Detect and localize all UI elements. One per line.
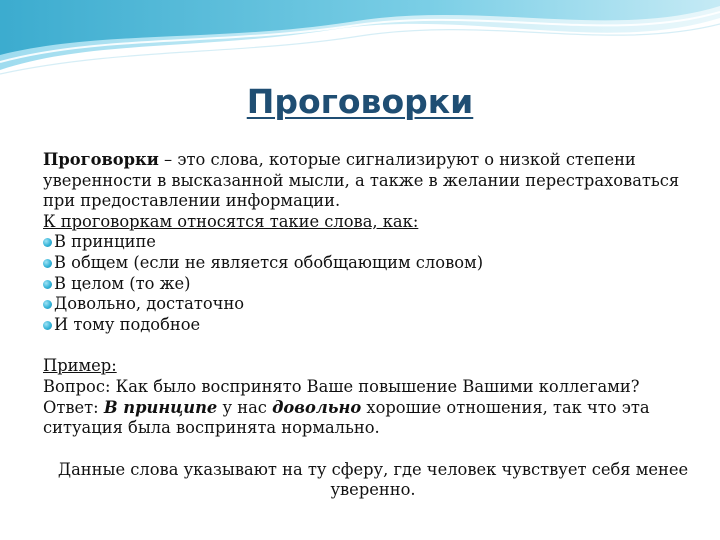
list-item-label: В общем (если не является обобщающим словом) [54,252,484,272]
answer-rest: хорошие отношения, так что эта ситуация была воспринята нормально. [43,397,650,438]
list-item-label: В принципе [54,232,156,252]
definition-text: – это слова, которые сигнализируют о низкой степени уверенности в высказанной мысли, а также в желании перестраховаться при предоставлении информации. [43,150,680,211]
list-item-label: И тому подобное [54,314,201,334]
list-item [43,294,683,315]
bullet-icon [43,300,52,309]
example-question: Вопрос: Как было воспринято Ваше повышение Вашими коллегами? [43,376,640,396]
definition-paragraph [43,150,683,212]
list-item [43,315,683,336]
list-item-label: В целом (то же) [54,273,191,293]
answer-prefix: Ответ: [43,397,104,417]
list-item [43,274,683,295]
list-item-label: Довольно, достаточно [54,294,245,314]
list-intro: К проговоркам относятся такие слова, как: [43,211,419,231]
answer-mid: у нас [217,397,273,417]
slide-title: Проговорки [246,82,474,121]
definition-term: Проговорки [43,150,159,169]
bullet-icon [43,259,52,268]
list-item [43,253,683,274]
bullet-icon [43,321,52,330]
decorative-wave-header [0,0,720,90]
answer-emphasis-2: довольно [272,397,362,417]
conclusion-text: Данные слова указывают на ту сферу, где человек чувствует себя менее уверенно. [57,459,689,500]
bullet-icon [43,280,52,289]
bullet-list [43,232,683,335]
slide-body [43,150,689,501]
answer-emphasis-1: В принципе [103,397,218,417]
bullet-icon [43,238,52,247]
example-answer [43,398,683,439]
example-label: Пример: [43,356,117,376]
list-item [43,232,683,253]
